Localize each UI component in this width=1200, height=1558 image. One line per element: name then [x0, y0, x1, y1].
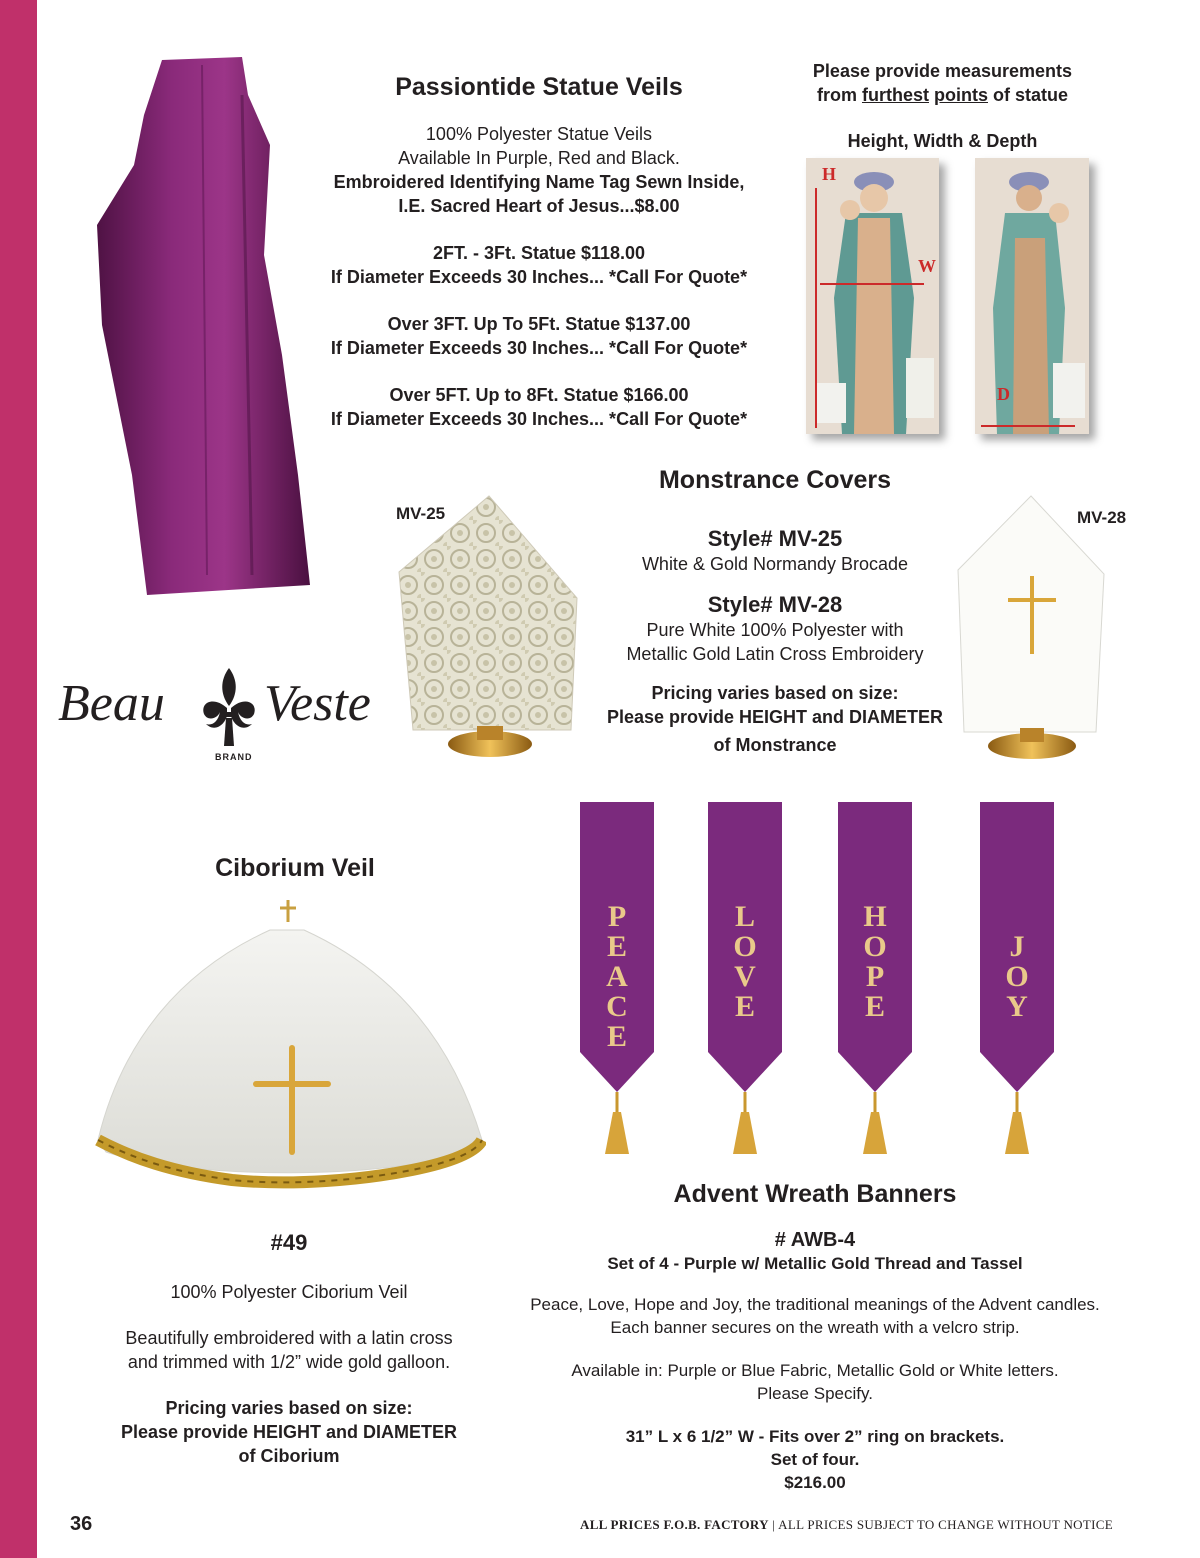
mv25-image [395, 494, 580, 766]
style-mv25: Style# MV-25 [707, 526, 843, 551]
advent-subtitle: Set of 4 - Purple w/ Metallic Gold Thread and Tassel [607, 1254, 1023, 1273]
banner-letter: J [1009, 930, 1025, 963]
tassel-icon [863, 1112, 887, 1154]
banner-letter: E [734, 990, 755, 1023]
statue-veils-block [300, 73, 778, 431]
monstrance-title: Monstrance Covers [658, 466, 892, 494]
banner-letter: E [606, 930, 627, 963]
measurements-line2 [770, 83, 1115, 107]
banner-letter: H [863, 900, 887, 933]
banner-letter: E [864, 990, 885, 1023]
footer-right: ALL PRICES SUBJECT TO CHANGE WITHOUT NOTICE [778, 1517, 1113, 1532]
advent-title: Advent Wreath Banners [673, 1180, 957, 1208]
statue-veils-line2: Available In Purple, Red and Black. [398, 148, 680, 168]
footer-sep: | [772, 1517, 776, 1532]
logo-brand: BRAND [215, 752, 253, 762]
statue-veils-line4: I.E. Sacred Heart of Jesus...$8.00 [398, 196, 680, 216]
mv25-label: MV-25 [396, 504, 446, 523]
fleur-de-lis-icon [198, 666, 260, 748]
advent-set: Set of four. [770, 1450, 860, 1469]
style-mv28-desc2: Metallic Gold Latin Cross Embroidery [626, 644, 924, 664]
advent-banner-hope [838, 802, 912, 1162]
measurements-line1: Please provide measurements [812, 61, 1073, 81]
page-number: 36 [70, 1513, 93, 1535]
measurements-line2-post: of statue [993, 85, 1069, 105]
tassel-icon [733, 1112, 757, 1154]
advent-avail2: Please Specify. [757, 1384, 873, 1403]
advent-desc2: Each banner secures on the wreath with a velcro strip. [610, 1318, 1020, 1337]
banner-letter: L [734, 900, 755, 933]
banner-letter: A [606, 960, 628, 993]
measurements-line2-pre: from [816, 85, 857, 105]
advent-banner-joy [980, 802, 1054, 1162]
statue-veil-image [92, 55, 332, 600]
banner-letter: V [734, 960, 756, 993]
mv28-image [956, 494, 1106, 770]
tier3-price: Over 5FT. Up to 8Ft. Statue $166.00 [389, 385, 689, 405]
mv28-label: MV-28 [1077, 508, 1127, 527]
banner-letter: O [1005, 960, 1029, 993]
tassel-icon [605, 1112, 629, 1154]
banner-letter: O [733, 930, 757, 963]
advent-desc1: Peace, Love, Hope and Joy, the traditional meanings of the Advent candles. [530, 1295, 1100, 1314]
statue-veils-line1: 100% Polyester Statue Veils [425, 124, 653, 144]
statue-photo-side [975, 158, 1089, 434]
tassel-icon [1005, 1112, 1029, 1154]
tier1-note: If Diameter Exceeds 30 Inches... *Call For Quote* [330, 267, 748, 287]
advent-avail1: Available in: Purple or Blue Fabric, Metallic Gold or White letters. [571, 1361, 1059, 1380]
statue-veils-title: Passiontide Statue Veils [395, 73, 683, 101]
measurements-furthest: furthest [861, 85, 929, 105]
beau-veste-logo [58, 666, 388, 766]
banner-letter: Y [1006, 990, 1028, 1023]
ciborium-desc3: and trimmed with 1/2” wide gold galloon. [127, 1352, 451, 1372]
advent-price: $216.00 [784, 1473, 846, 1492]
banner-letter: C [606, 990, 628, 1023]
style-mv28: Style# MV-28 [707, 592, 843, 617]
ciborium-pricing1: Pricing varies based on size: [165, 1398, 413, 1418]
banner-letter: E [606, 1020, 627, 1053]
advent-size: 31” L x 6 1/2” W - Fits over 2” ring on brackets. [625, 1427, 1005, 1446]
advent-number: # AWB-4 [774, 1229, 856, 1251]
ciborium-title: Ciborium Veil [215, 854, 375, 882]
advent-banner-peace [580, 802, 654, 1162]
height-label: H [822, 164, 837, 184]
ciborium-pricing2: Please provide HEIGHT and DIAMETER [120, 1422, 458, 1442]
measurements-subtitle: Height, Width & Depth [847, 131, 1038, 151]
banner-letter: O [863, 930, 887, 963]
ciborium-desc2: Beautifully embroidered with a latin cross [125, 1328, 453, 1348]
style-mv25-desc: White & Gold Normandy Brocade [641, 554, 909, 574]
tier2-note: If Diameter Exceeds 30 Inches... *Call For Quote* [330, 338, 748, 358]
measurements-note [770, 59, 1115, 153]
advent-banner-love [708, 802, 782, 1162]
monstrance-desc [585, 526, 965, 757]
statue-photo-front [806, 158, 939, 434]
style-mv28-desc1: Pure White 100% Polyester with [646, 620, 904, 640]
depth-label: D [997, 384, 1010, 404]
tier2-price: Over 3FT. Up To 5Ft. Statue $137.00 [387, 314, 691, 334]
monstrance-pricing2: Please provide HEIGHT and DIAMETER [606, 707, 944, 727]
logo-word-beau: Beau [58, 675, 165, 732]
measurements-points: points [934, 85, 988, 105]
statue-veils-line3: Embroidered Identifying Name Tag Sewn Inside, [333, 172, 745, 192]
monstrance-pricing3: of Monstrance [713, 735, 837, 755]
footer-left: ALL PRICES F.O.B. FACTORY [580, 1517, 769, 1532]
banner-letter: P [865, 960, 885, 993]
footer-note [580, 1517, 1140, 1533]
ciborium-desc [94, 1230, 484, 1468]
ciborium-desc1: 100% Polyester Ciborium Veil [170, 1282, 408, 1302]
tier1-price: 2FT. - 3Ft. Statue $118.00 [432, 243, 646, 263]
advent-desc [500, 1228, 1130, 1494]
tier3-note: If Diameter Exceeds 30 Inches... *Call For Quote* [330, 409, 748, 429]
banner-letter: P [607, 900, 627, 933]
ciborium-veil-image [92, 890, 486, 1190]
accent-side-bar [0, 0, 37, 1558]
ciborium-number: #49 [270, 1230, 308, 1255]
logo-word-veste: Veste [264, 675, 371, 732]
ciborium-pricing3: of Ciborium [238, 1446, 340, 1466]
width-label: W [918, 256, 936, 276]
monstrance-pricing1: Pricing varies based on size: [651, 683, 899, 703]
